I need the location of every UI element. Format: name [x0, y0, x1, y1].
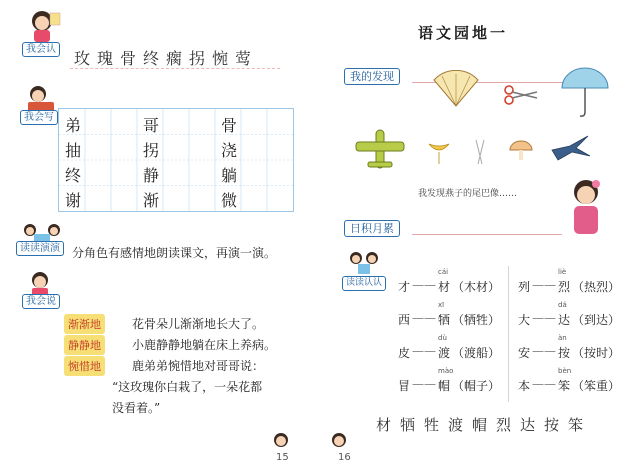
dash-separator: —— — [532, 344, 556, 358]
dash-separator: —— — [532, 377, 556, 391]
example-word: （帽子） — [452, 379, 501, 393]
grid-char: 谢 — [65, 191, 82, 210]
example-word: （热烈） — [572, 280, 620, 294]
example-word: 惋惜地 — [64, 356, 105, 376]
speak-label: 我会说 — [22, 294, 60, 309]
new-char: 材 — [438, 280, 451, 294]
base-char: 本 — [518, 379, 531, 393]
swallow-icon — [548, 134, 592, 168]
grid-char: 躺 — [221, 166, 238, 185]
grid-char: 骨 — [221, 116, 238, 135]
base-char: 冒 — [398, 379, 411, 393]
grid-char: 渐 — [143, 191, 160, 210]
grid-char: 拐 — [143, 141, 160, 160]
base-char: 皮 — [398, 346, 411, 360]
divider — [412, 234, 562, 235]
base-char: 才 — [398, 280, 411, 294]
read-act-label: 读读演演 — [16, 241, 64, 256]
grid-char: 微 — [221, 191, 238, 210]
mushroom-icon — [508, 138, 534, 168]
umbrella-icon — [560, 66, 610, 122]
example-word: 渐渐地 — [64, 314, 105, 334]
base-char: 大 — [518, 313, 531, 327]
kids-reading-book-illustration — [344, 250, 384, 278]
pinyin: cái — [438, 268, 449, 276]
pinyin: dù — [438, 334, 447, 342]
example-sentence: 小鹿静静地躺在床上养病。 — [132, 338, 277, 352]
write-label: 我会写 — [20, 110, 58, 125]
pinyin: bèn — [558, 367, 572, 375]
new-char: 达 — [558, 313, 571, 327]
new-char: 按 — [558, 346, 571, 360]
new-char: 烈 — [558, 280, 571, 294]
accumulate-label: 日积月累 — [344, 220, 400, 237]
girl-illustration — [22, 8, 62, 44]
base-char: 安 — [518, 346, 531, 360]
girl-thinking-illustration — [566, 178, 606, 238]
ginkgo-leaf-icon — [428, 140, 450, 170]
example-word: （笨重） — [572, 379, 620, 393]
read-instruction: 分角色有感情地朗读课文，再演一演。 — [72, 246, 277, 260]
pinyin: xī — [438, 301, 445, 309]
dash-separator: —— — [412, 278, 436, 292]
grid-char: 浇 — [221, 141, 238, 160]
dash-separator: —— — [532, 278, 556, 292]
recognize-chars: 玫瑰骨终瘸拐惋莺 — [74, 49, 259, 68]
scissors-outline-icon — [470, 138, 490, 170]
grid-char: 终 — [65, 166, 82, 185]
recognize-label: 我会认 — [22, 42, 60, 57]
dash-separator: —— — [412, 377, 436, 391]
airplane-icon — [350, 126, 410, 176]
page-mascot-icon — [270, 432, 292, 452]
grid-char: 抽 — [65, 141, 82, 160]
base-char: 列 — [518, 280, 531, 294]
girl-talking-illustration — [22, 270, 58, 296]
grid-char: 静 — [143, 166, 160, 185]
fan-icon — [430, 70, 482, 112]
example-word: （木材） — [452, 280, 501, 294]
base-char: 西 — [398, 313, 411, 327]
page-number: 15 — [276, 452, 289, 463]
new-char: 渡 — [438, 346, 451, 360]
pinyin: àn — [558, 334, 567, 342]
quote-line: 没看着。” — [112, 401, 161, 415]
grid-char: 哥 — [143, 116, 160, 135]
scissors-icon — [503, 84, 539, 110]
divider — [70, 68, 280, 69]
dash-separator: —— — [412, 344, 436, 358]
example-word: （到达） — [572, 313, 620, 327]
example-sentence: 花骨朵儿渐渐地长大了。 — [132, 317, 265, 331]
writing-grid — [58, 108, 294, 212]
page-title: 语文园地一 — [418, 24, 509, 42]
new-char: 帽 — [438, 379, 451, 393]
speech-bubble: 我发现燕子的尾巴像…… — [418, 189, 518, 199]
page-mascot-icon — [328, 432, 350, 452]
example-sentence: 鹿弟弟惋惜地对哥哥说： — [132, 359, 265, 373]
page-number: 16 — [338, 452, 351, 463]
quote-line: “这玫瑰你白栽了，一朵花都 — [112, 380, 263, 394]
new-char: 笨 — [558, 379, 571, 393]
example-word: 静静地 — [64, 335, 105, 355]
pinyin: mào — [438, 367, 454, 375]
new-char: 牺 — [438, 313, 451, 327]
pinyin: dá — [558, 301, 567, 309]
column-divider — [508, 266, 509, 402]
example-word: （牺牲） — [452, 313, 501, 327]
grid-char: 弟 — [65, 116, 82, 135]
read-recognize-label: 读读认认 — [342, 276, 386, 291]
dash-separator: —— — [532, 311, 556, 325]
dash-separator: —— — [412, 311, 436, 325]
example-word: （渡船） — [452, 346, 501, 360]
pinyin: liè — [558, 268, 567, 276]
example-word: （按时） — [572, 346, 620, 360]
discovery-label: 我的发现 — [344, 68, 400, 85]
bottom-chars: 材牺牲渡帽烈达按笨 — [376, 416, 593, 434]
